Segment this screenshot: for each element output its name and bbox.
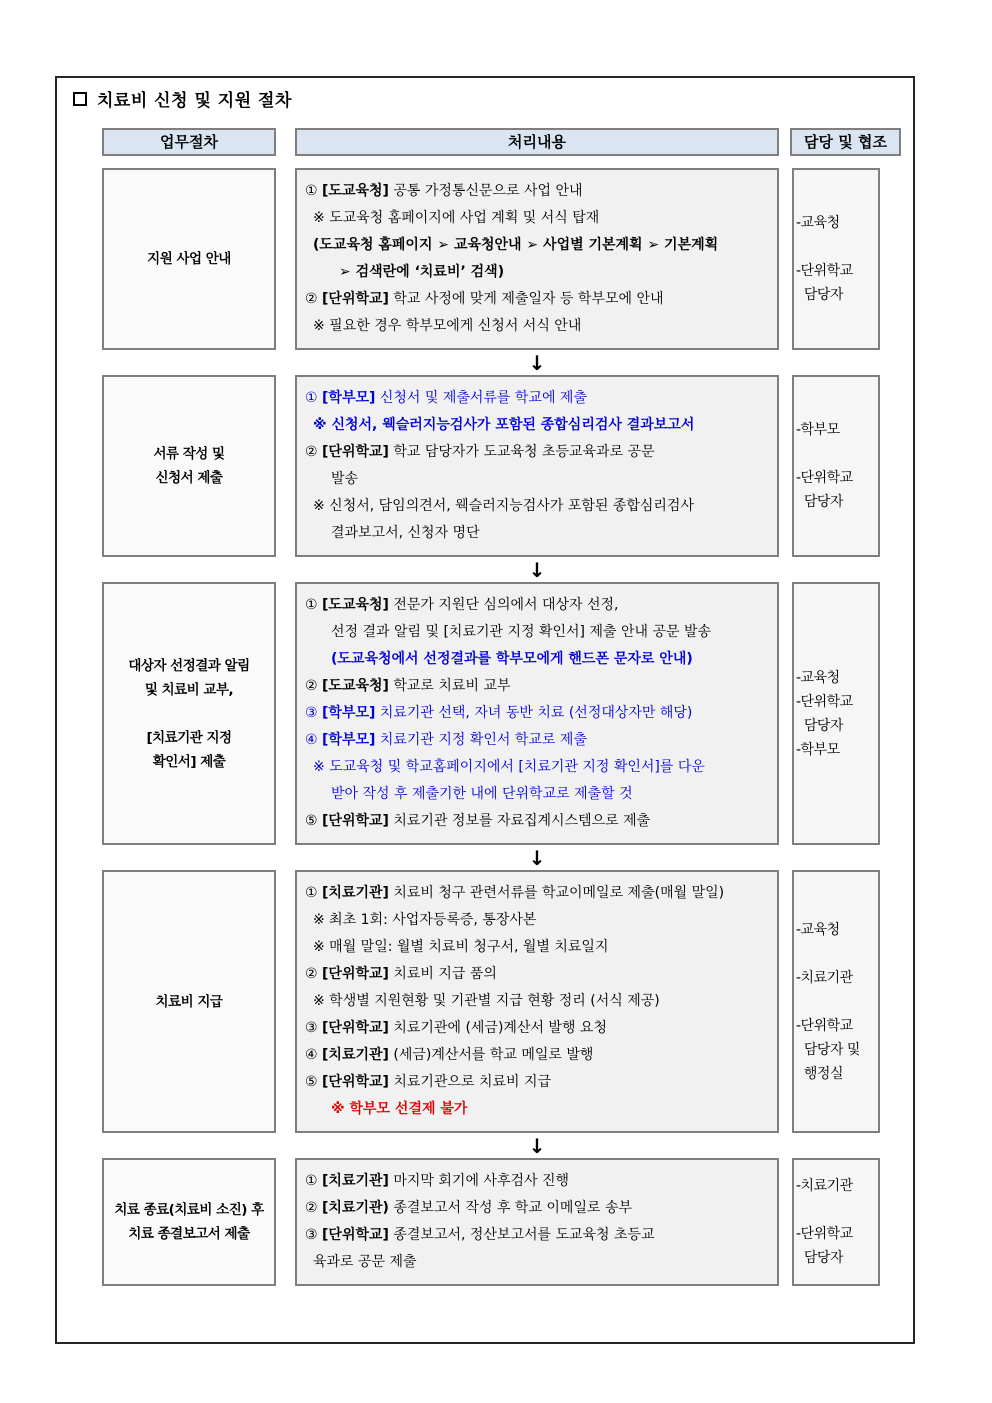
content-segment: 결과보고서, 신청자 명단 (331, 525, 480, 541)
content-line (305, 880, 773, 907)
content-line (305, 754, 773, 781)
content-line (305, 727, 773, 754)
content-segment: [학부모] (322, 390, 376, 406)
charge-line (796, 235, 878, 259)
content-line (305, 1249, 773, 1276)
content-segment: ※ 신청서, 웩슬러지능검사가 포함된 종합심리검사 결과보고서 (313, 417, 695, 433)
content-segment: ※ 도교육청 홈페이지에 사업 계획 및 서식 탑재 (313, 210, 600, 226)
content-line (305, 1042, 773, 1069)
content-line (305, 286, 773, 313)
content-segment: 종결보고서 작성 후 학교 이메일로 송부 (388, 1200, 633, 1216)
page-title-text: 치료비 신청 및 지원 절차 (97, 91, 292, 111)
content-line (305, 1195, 773, 1222)
charge-line (796, 1198, 878, 1222)
content-segment: 치료기관 정보를 자료집계시스템으로 제출 (388, 813, 651, 829)
procedure-line: 서류 작성 및 (153, 446, 225, 462)
procedure-line: 치료비 지급 (155, 993, 223, 1010)
flow-arrow-row (102, 557, 913, 582)
down-arrow-icon: ↓ (528, 845, 546, 870)
down-arrow-icon: ↓ (528, 1133, 546, 1158)
content-segment: ※ 신청서, 담임의견서, 웩슬러지능검사가 포함된 종합심리검사 (313, 498, 694, 514)
content-box (295, 168, 779, 350)
content-line (305, 178, 773, 205)
content-segment: 학교로 치료비 교부 (388, 678, 511, 694)
charge-line: -단위학교 (796, 693, 853, 710)
content-segment: [단위학교] (322, 1020, 389, 1036)
content-segment: (세금)계산서를 학교 메일로 발행 (388, 1047, 594, 1063)
content-box (295, 375, 779, 557)
content-line (305, 619, 773, 646)
charge-line: -교육청 (796, 921, 840, 938)
content-line (305, 961, 773, 988)
content-line (305, 1096, 773, 1123)
column-header-procedure: 업무절차 (102, 128, 276, 156)
content-segment: (도교육청 홈페이지 ➢ 교육청안내 ➢ 사업별 기본계획 ➢ 기본계획 (313, 237, 719, 253)
checkbox-icon (73, 92, 87, 106)
document-frame (55, 76, 915, 1344)
charge-line: 담당자 (796, 717, 843, 734)
charge-line: 행정실 (796, 1065, 843, 1082)
charge-line: -단위학교 (796, 470, 853, 486)
procedure-line: 지원 사업 안내 (147, 251, 231, 267)
content-segment: 공통 가정통신문으로 사업 안내 (388, 183, 583, 199)
content-line (305, 1015, 773, 1042)
content-line (305, 232, 773, 259)
content-segment: ③ (305, 1227, 323, 1243)
content-box (295, 1158, 779, 1286)
content-segment: 치료기관으로 치료비 지급 (388, 1074, 552, 1090)
content-segment: ※ 필요한 경우 학부모에게 신청서 서식 안내 (313, 318, 582, 334)
content-box (295, 870, 779, 1133)
charge-line: -단위학교 (796, 1017, 853, 1034)
content-segment: ※ 매월 말일: 월별 치료비 청구서, 월별 치료일지 (313, 939, 609, 955)
content-segment: [단위학교] (322, 813, 389, 829)
flow-arrow-row (102, 1133, 913, 1158)
content-segment: ① (305, 183, 323, 199)
content-segment: (도교육청에서 선정결과를 학부모에게 핸드폰 문자로 안내) (331, 651, 693, 667)
content-line (305, 781, 773, 808)
content-line (305, 385, 773, 412)
content-segment: ④ (305, 732, 323, 748)
procedure-line: [치료기관 지정 (146, 729, 232, 746)
charge-line: -교육청 (796, 215, 840, 231)
procedure-box (102, 582, 276, 845)
flow-arrow-row (102, 845, 913, 870)
content-segment: [단위학교] (322, 291, 389, 307)
content-segment: [치료기관) (322, 1200, 389, 1216)
content-segment: 신청서 및 제출서류를 학교에 제출 (375, 390, 587, 406)
charge-box (792, 582, 880, 845)
process-row (102, 375, 913, 557)
charge-line (796, 990, 878, 1014)
content-segment: ① (305, 390, 323, 406)
charge-line: 담당자 (796, 494, 843, 510)
content-line (305, 1222, 773, 1249)
content-segment: ⑤ (305, 1074, 323, 1090)
content-segment: 학교 사정에 맞게 제출일자 등 학부모에 안내 (388, 291, 664, 307)
charge-line: -학부모 (796, 741, 840, 758)
content-segment: ③ (305, 1020, 323, 1036)
flow-arrow-row (102, 350, 913, 375)
content-segment: 치료기관에 (세금)계산서 발행 요청 (388, 1020, 607, 1036)
content-segment: ② (305, 678, 323, 694)
procedure-line: 신청서 제출 (155, 470, 223, 486)
content-segment: ① (305, 597, 323, 613)
charge-line (796, 942, 878, 966)
down-arrow-icon: ↓ (528, 350, 546, 375)
content-line (305, 259, 773, 286)
content-segment: 치료비 청구 관련서류를 학교이메일로 제출(매월 말일) (388, 885, 725, 901)
content-segment: [단위학교] (322, 1227, 389, 1243)
content-segment: [학부모] (322, 732, 376, 748)
column-header-charge: 담당 및 협조 (790, 128, 901, 156)
down-arrow-icon: ↓ (528, 557, 546, 582)
page-title (73, 86, 292, 111)
column-header-content: 처리내용 (295, 128, 779, 156)
content-segment: [단위학교] (322, 1074, 389, 1090)
charge-line: 담당자 및 (796, 1041, 860, 1058)
content-segment: ⑤ (305, 813, 323, 829)
procedure-line: 확인서] 제출 (152, 753, 226, 770)
content-line (305, 1069, 773, 1096)
content-segment: 육과로 공문 제출 (313, 1254, 417, 1270)
content-segment: ➢ 검색란에 ‘치료비’ 검색) (339, 264, 505, 280)
content-line (305, 493, 773, 520)
content-segment: [치료기관] (322, 885, 389, 901)
content-box (295, 582, 779, 845)
content-line (305, 808, 773, 835)
content-segment: ※ 도교육청 및 학교홈페이지에서 [치료기관 지정 확인서]를 다운 (313, 759, 705, 775)
content-line (305, 313, 773, 340)
procedure-box (102, 375, 276, 557)
content-segment: [도교육청] (322, 597, 389, 613)
content-line (305, 205, 773, 232)
content-segment: 치료기관 선택, 자녀 동반 치료 (선정대상자만 해당) (375, 705, 693, 721)
content-segment: ※ 학부모 선결제 불가 (331, 1101, 468, 1117)
content-line (305, 439, 773, 466)
procedure-box (102, 1158, 276, 1286)
content-line (305, 988, 773, 1015)
procedure-box (102, 168, 276, 350)
procedure-line: 치료 종료(치료비 소진) 후 (114, 1202, 264, 1218)
content-segment: 치료비 지급 품의 (388, 966, 497, 982)
procedure-line: 대상자 선정결과 알림 (128, 657, 250, 674)
content-line (305, 592, 773, 619)
content-segment: ② (305, 1200, 323, 1216)
charge-line: -학부모 (796, 422, 840, 438)
content-segment: ④ (305, 1047, 323, 1063)
content-segment: 선정 결과 알림 및 [치료기관 지정 확인서] 제출 안내 공문 발송 (331, 624, 712, 640)
content-line (305, 673, 773, 700)
content-segment: 학교 담당자가 도교육청 초등교육과로 공문 (388, 444, 655, 460)
charge-line: -단위학교 (796, 1226, 853, 1242)
content-segment: ① (305, 885, 323, 901)
process-rows (57, 168, 913, 1286)
process-row (102, 1158, 913, 1286)
content-segment: 종결보고서, 정산보고서를 도교육청 초등교 (388, 1227, 655, 1243)
content-segment: [단위학교] (322, 444, 389, 460)
procedure-line: 치료 종결보고서 제출 (128, 1226, 250, 1242)
charge-line: 담당자 (796, 1250, 843, 1266)
procedure-box (102, 870, 276, 1133)
process-row (102, 870, 913, 1133)
process-row (102, 168, 913, 350)
process-row (102, 582, 913, 845)
content-segment: [도교육청] (322, 678, 389, 694)
content-segment: 마지막 회기에 사후검사 진행 (388, 1173, 570, 1189)
charge-line: -단위학교 (796, 263, 853, 279)
charge-box (792, 375, 880, 557)
charge-line: -치료기관 (796, 1178, 853, 1194)
content-segment: ② (305, 291, 323, 307)
content-segment: [단위학교] (322, 966, 389, 982)
content-line (305, 646, 773, 673)
content-line (305, 520, 773, 547)
content-segment: ② (305, 444, 323, 460)
content-segment: [학부모] (322, 705, 376, 721)
content-line (305, 412, 773, 439)
content-segment: [치료기관] (322, 1047, 389, 1063)
content-segment: ② (305, 966, 323, 982)
content-line (305, 700, 773, 727)
content-segment: [도교육청] (322, 183, 389, 199)
charge-line: 담당자 (796, 287, 843, 303)
content-segment: 발송 (331, 471, 359, 487)
charge-box (792, 1158, 880, 1286)
content-segment: ※ 학생별 지원현황 및 기관별 지급 현황 정리 (서식 제공) (313, 993, 660, 1009)
table-header-row (102, 128, 913, 156)
charge-line (796, 442, 878, 466)
content-line (305, 934, 773, 961)
procedure-line (187, 702, 191, 726)
content-segment: 전문가 지원단 심의에서 대상자 선정, (388, 597, 619, 613)
content-segment: ① (305, 1173, 323, 1189)
charge-line: -교육청 (796, 669, 840, 686)
content-line (305, 466, 773, 493)
content-line (305, 1168, 773, 1195)
content-line (305, 907, 773, 934)
charge-box (792, 870, 880, 1133)
charge-line: -치료기관 (796, 969, 853, 986)
content-segment: [치료기관] (322, 1173, 389, 1189)
content-segment: ③ (305, 705, 323, 721)
procedure-line: 및 치료비 교부, (144, 681, 234, 698)
content-segment: 치료기관 지정 확인서 학교로 제출 (375, 732, 587, 748)
content-segment: 받아 작성 후 제출기한 내에 단위학교로 제출할 것 (331, 786, 633, 802)
content-segment: ※ 최초 1회: 사업자등록증, 통장사본 (313, 912, 537, 928)
charge-box (792, 168, 880, 350)
